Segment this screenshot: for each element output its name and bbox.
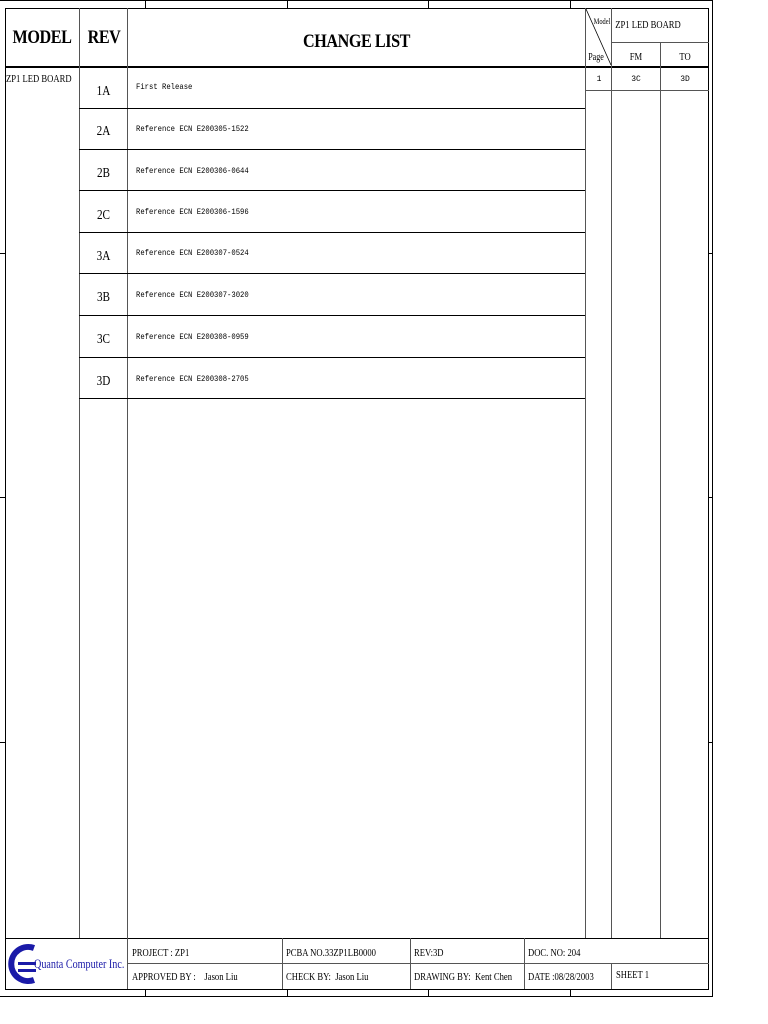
change-rev: 3D <box>96 374 111 389</box>
model-corner-label: Model <box>593 16 611 26</box>
model-name: ZP1 LED BOARD <box>6 74 72 85</box>
change-rev: 2C <box>96 208 111 223</box>
change-description: First Release <box>136 82 193 92</box>
drawing-by-field: DRAWING BY: Kent Chen <box>414 972 513 983</box>
change-description: Reference ECN E200308-2705 <box>136 374 249 384</box>
rev-column-header: REV <box>87 27 121 48</box>
change-description: Reference ECN E200308-0959 <box>136 332 249 342</box>
company-name: Quanta Computer Inc. <box>34 956 125 971</box>
page-number: 1 <box>596 74 602 84</box>
company-logo <box>6 940 127 988</box>
page-corner-label: Page <box>588 51 604 63</box>
pcba-field: PCBA NO.33ZP1LB0000 <box>286 948 376 959</box>
fm-value: 3C <box>631 74 641 84</box>
change-rev: 1A <box>96 84 111 99</box>
date-field: DATE :08/28/2003 <box>528 972 594 983</box>
change-rev: 3A <box>96 249 111 264</box>
change-rev: 2A <box>96 124 111 139</box>
to-value: 3D <box>680 74 690 84</box>
sheet-field: SHEET 1 <box>616 970 650 981</box>
change-rev: 3C <box>96 332 111 347</box>
project-field: PROJECT : ZP1 <box>132 948 190 959</box>
change-list-header: CHANGE LIST <box>302 31 411 52</box>
change-rev: 2B <box>96 166 111 181</box>
to-column-header: TO <box>679 51 691 63</box>
doc-number-field: DOC. NO: 204 <box>528 948 581 959</box>
check-by-field: CHECK BY: Jason Liu <box>286 972 369 983</box>
rev-field: REV:3D <box>414 948 444 959</box>
change-description: Reference ECN E200307-3020 <box>136 290 249 300</box>
change-description: Reference ECN E200307-0524 <box>136 248 249 258</box>
change-description: Reference ECN E200305-1522 <box>136 124 249 134</box>
approved-by-field: APPROVED BY : Jason Liu <box>132 972 238 983</box>
fm-column-header: FM <box>629 51 643 63</box>
change-description: Reference ECN E200306-0644 <box>136 166 249 176</box>
change-description: Reference ECN E200306-1596 <box>136 207 249 217</box>
board-name-header: ZP1 LED BOARD <box>615 19 681 31</box>
model-column-header: MODEL <box>12 27 72 48</box>
change-rev: 3B <box>96 290 111 305</box>
